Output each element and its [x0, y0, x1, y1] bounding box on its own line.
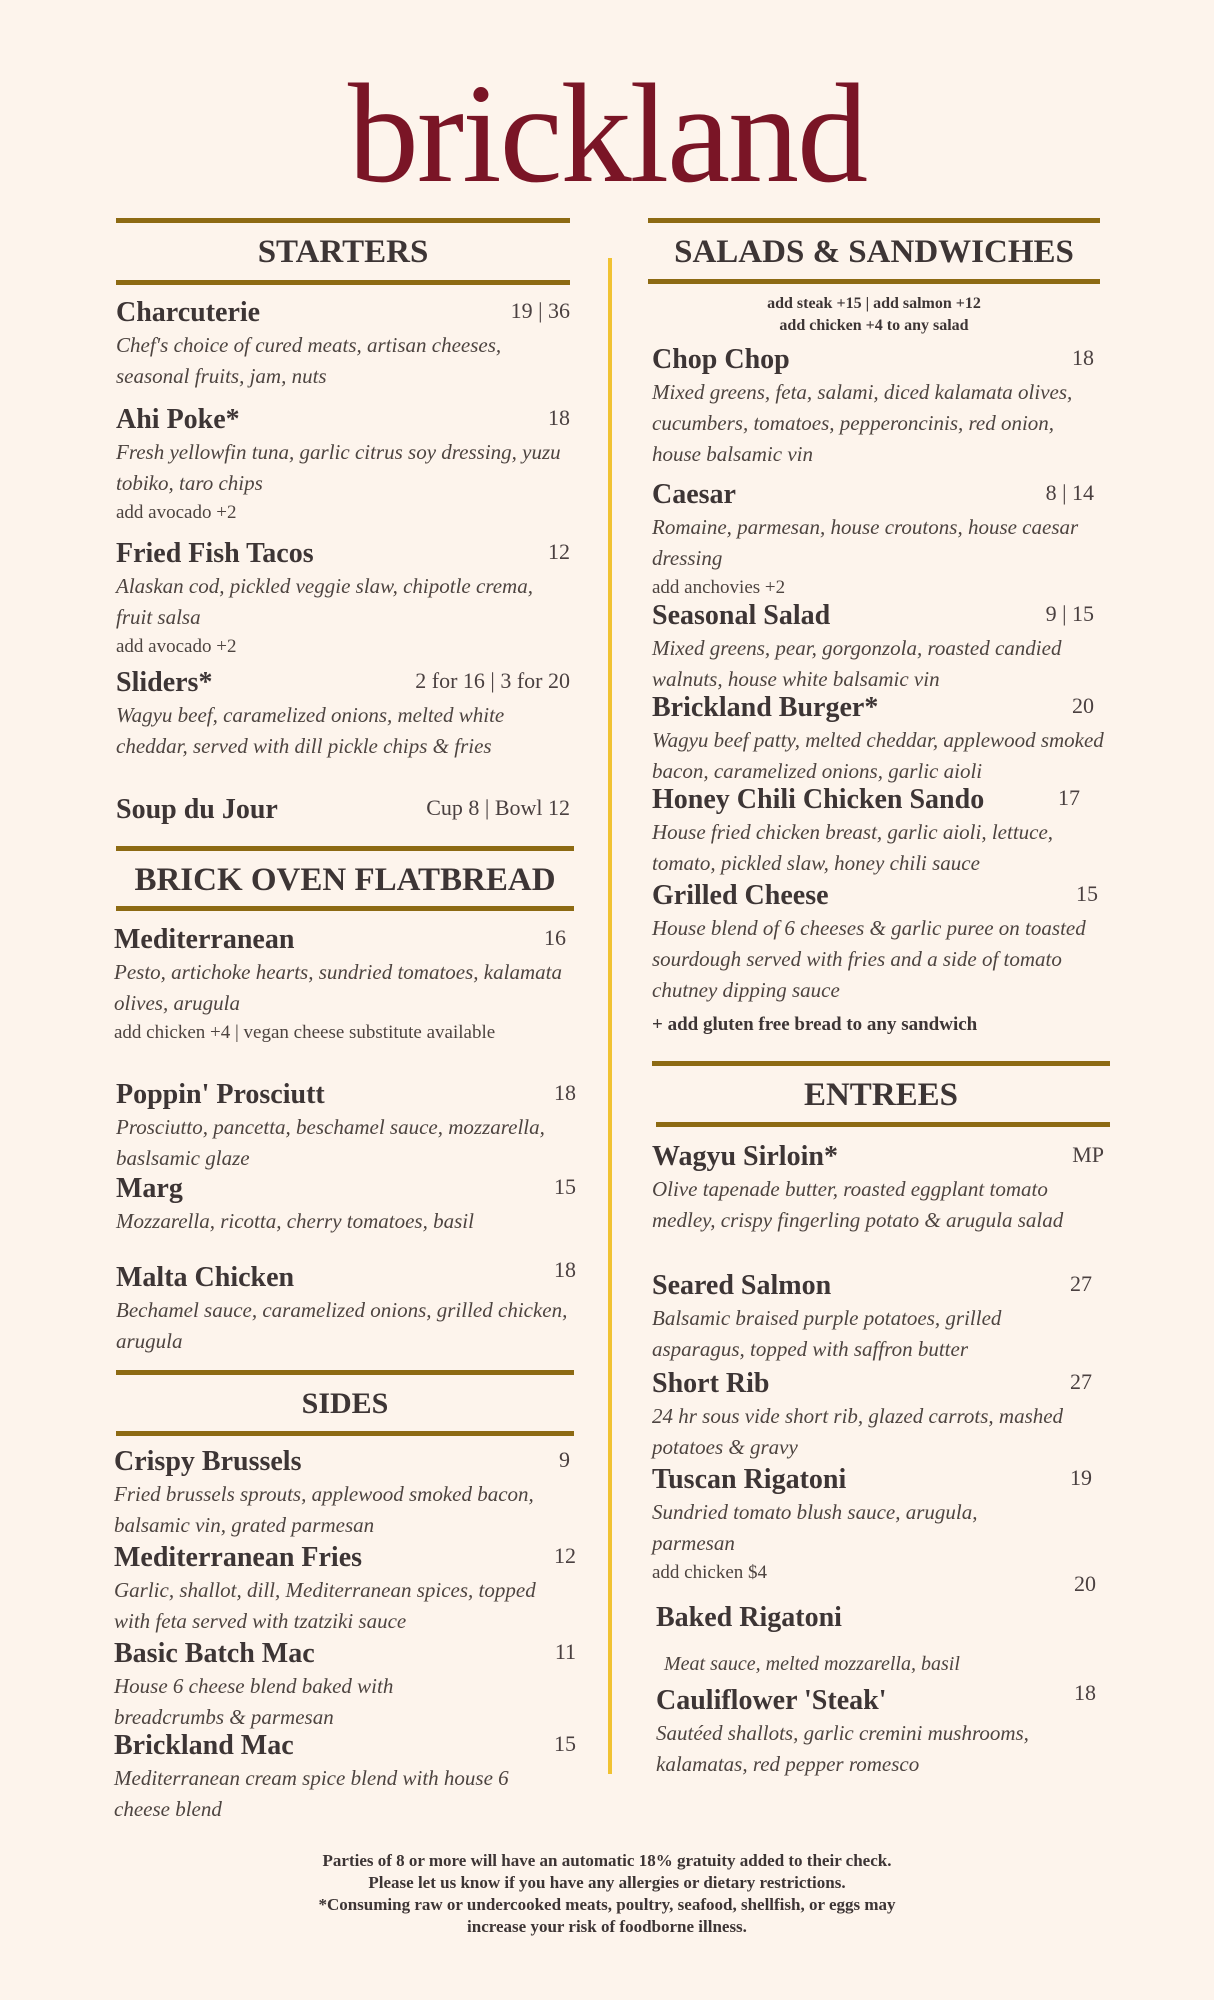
item-price: MP — [1072, 1142, 1104, 1167]
item-name: Seasonal Salad — [652, 600, 831, 631]
item-price: 15 — [554, 1174, 576, 1199]
item-name: Basic Batch Mac — [114, 1638, 315, 1669]
item-description: Alaskan cod, pickled veggie slaw, chipotle crema, fruit salsa — [116, 574, 533, 629]
item-description: House blend of 6 cheeses & garlic puree on toasted sourdough served with fries and a side of tomato chutney dipping sauce — [652, 916, 1086, 1002]
item-description: House fried chicken breast, garlic aioli, lettuce, tomato, pickled slaw, honey chili sauce — [652, 820, 1054, 875]
item-description: Bechamel sauce, caramelized onions, grilled chicken, arugula — [116, 1298, 568, 1353]
item-description: Fresh yellowfin tuna, garlic citrus soy dressing, yuzu tobiko, taro chips — [116, 440, 561, 495]
item-name: Caesar — [652, 479, 736, 510]
footer-line: increase your risk of foodborne illness. — [467, 1917, 747, 1936]
item-description: Sautéed shallots, garlic cremini mushrooms, kalamatas, red pepper romesco — [656, 1721, 1029, 1776]
menu-item — [652, 691, 1104, 787]
item-price: 9 — [559, 1447, 570, 1472]
item-name: Sliders* — [116, 667, 213, 698]
section-title-flatbread: BRICK OVEN FLATBREAD — [134, 862, 556, 898]
item-description: Prosciutto, pancetta, beschamel sauce, mozzarella, baslsamic glaze — [116, 1115, 545, 1170]
menu-item — [114, 1637, 576, 1733]
menu-item — [652, 1367, 1104, 1463]
item-price: 17 — [1058, 785, 1080, 810]
item-price: 2 for 16 | 3 for 20 — [415, 668, 570, 693]
section-rule — [116, 280, 570, 285]
item-description: Romaine, parmesan, house croutons, house caesar dressing — [652, 515, 1079, 570]
item-description: Olive tapenade butter, roasted eggplant tomato medley, crispy fingerling potato & arugula salad — [652, 1177, 1064, 1232]
brand-logo: brickland — [347, 54, 867, 212]
section-rule — [116, 846, 574, 851]
footer-line: Please let us know if you have any allergies or dietary restrictions. — [368, 1873, 846, 1892]
footer-disclaimer — [170, 1850, 1044, 1938]
item-price: 19 | 36 — [510, 298, 570, 323]
menu-item — [652, 1269, 1104, 1365]
item-note: add anchovies +2 — [652, 577, 786, 598]
item-price: 27 — [1070, 1271, 1092, 1296]
item-price: 12 — [554, 1543, 576, 1568]
section-title-entrees: ENTREES — [803, 1077, 959, 1113]
item-price: 19 — [1070, 1465, 1092, 1490]
item-price: 8 | 14 — [1045, 480, 1094, 505]
item-name: Malta Chicken — [116, 1262, 295, 1293]
item-name: Mediterranean — [114, 924, 295, 955]
salad-addons-line: add steak +15 | add salmon +12 — [767, 295, 981, 312]
column-divider — [608, 258, 612, 1774]
item-description: Meat sauce, melted mozzarella, basil — [664, 1653, 960, 1675]
menu-item — [652, 599, 1104, 695]
footer-line: Parties of 8 or more will have an automatic 18% gratuity added to their check. — [322, 1851, 892, 1870]
menu-item — [116, 537, 570, 660]
menu-item — [652, 879, 1112, 1006]
item-description: Pesto, artichoke hearts, sundried tomatoes, kalamata olives, arugula — [114, 960, 562, 1015]
menu-item — [116, 793, 570, 827]
item-name: Fried Fish Tacos — [116, 538, 314, 569]
item-price: 11 — [554, 1639, 576, 1664]
item-name: Ahi Poke* — [116, 404, 240, 435]
item-price: 20 — [1074, 1571, 1096, 1596]
item-name: Baked Rigatoni — [656, 1602, 842, 1633]
item-name: Charcuterie — [116, 297, 261, 328]
item-price: 15 — [554, 1731, 576, 1756]
item-price: 18 — [554, 1257, 576, 1282]
item-name: Mediterranean Fries — [114, 1542, 363, 1573]
section-title-salads: SALADS & SANDWICHES — [674, 234, 1074, 270]
item-name: Marg — [116, 1173, 183, 1204]
item-description: Wagyu beef patty, melted cheddar, applewood smoked bacon, caramelized onions, garlic aioli — [652, 728, 1104, 783]
gluten-free-note: + add gluten free bread to any sandwich — [652, 1014, 978, 1035]
item-name: Grilled Cheese — [652, 880, 829, 911]
menu-item — [114, 923, 566, 1046]
item-name: Tuscan Rigatoni — [652, 1464, 847, 1495]
menu-item — [114, 1445, 570, 1541]
item-description: Chef's choice of cured meats, artisan cheeses, seasonal fruits, jam, nuts — [116, 333, 502, 388]
menu-item — [652, 478, 1104, 601]
item-description: 24 hr sous vide short rib, glazed carrots, mashed potatoes & gravy — [652, 1404, 1064, 1459]
menu-item — [652, 1463, 1104, 1586]
item-price: 18 — [548, 405, 570, 430]
item-price: 18 — [1074, 1680, 1096, 1705]
item-name: Soup du Jour — [116, 794, 278, 825]
item-name: Seared Salmon — [652, 1270, 832, 1301]
menu-item — [114, 1541, 576, 1637]
menu-item — [116, 666, 570, 762]
item-description: Mixed greens, feta, salami, diced kalamata olives, cucumbers, tomatoes, pepperoncinis, red onion, house balsamic vin — [652, 380, 1073, 466]
item-name: Wagyu Sirloin* — [652, 1141, 838, 1172]
section-rule — [656, 1122, 1110, 1127]
salad-addons-line: add chicken +4 to any salad — [779, 317, 969, 334]
menu-item — [116, 1257, 576, 1357]
section-rule — [116, 218, 570, 223]
item-name: Brickland Burger* — [652, 692, 879, 723]
menu-item — [116, 1172, 576, 1237]
section-title-starters: STARTERS — [257, 234, 429, 270]
item-price: 18 — [1072, 345, 1094, 370]
item-price: 20 — [1072, 693, 1094, 718]
item-name: Honey Chili Chicken Sando — [652, 784, 985, 815]
section-rule — [116, 1370, 574, 1375]
item-description: Garlic, shallot, dill, Mediterranean spices, topped with feta served with tzatziki sauce — [114, 1578, 536, 1633]
item-note: add chicken $4 — [652, 1562, 768, 1583]
item-name: Brickland Mac — [114, 1730, 294, 1761]
item-note: add chicken +4 | vegan cheese substitute available — [114, 1022, 496, 1043]
menu-item — [652, 783, 1112, 879]
item-name: Poppin' Prosciutt — [116, 1079, 325, 1110]
section-rule — [648, 218, 1100, 223]
menu-item — [116, 403, 570, 526]
menu-item — [116, 1078, 576, 1174]
item-description: House 6 cheese blend baked with breadcrumbs & parmesan — [114, 1674, 394, 1729]
item-description: Wagyu beef, caramelized onions, melted white cheddar, served with dill pickle chips & fries — [116, 703, 505, 758]
item-price: 18 — [554, 1080, 576, 1105]
salad-addons — [648, 293, 1100, 337]
section-rule — [648, 279, 1100, 284]
menu-item — [656, 1569, 1104, 1680]
item-note: add avocado +2 — [116, 502, 237, 523]
item-description: Balsamic braised purple potatoes, grilled asparagus, topped with saffron butter — [652, 1306, 1002, 1361]
item-description: Fried brussels sprouts, applewood smoked bacon, balsamic vin, grated parmesan — [114, 1482, 534, 1537]
section-rule — [116, 1431, 574, 1436]
item-description: Mediterranean cream spice blend with house 6 cheese blend — [114, 1766, 509, 1821]
item-description: Sundried tomato blush sauce, arugula, parmesan — [652, 1500, 978, 1555]
section-title-sides: SIDES — [301, 1387, 389, 1420]
item-price: 12 — [548, 539, 570, 564]
section-rule — [652, 1061, 1110, 1066]
menu-item — [116, 296, 570, 392]
item-note: add avocado +2 — [116, 636, 237, 657]
item-price: 9 | 15 — [1045, 601, 1094, 626]
item-price: Cup 8 | Bowl 12 — [426, 795, 570, 820]
section-rule — [116, 906, 574, 911]
item-price: 27 — [1070, 1369, 1092, 1394]
menu-item — [656, 1680, 1104, 1780]
item-price: 16 — [544, 925, 566, 950]
menu-item — [652, 1140, 1104, 1236]
item-description: Mozzarella, ricotta, cherry tomatoes, basil — [116, 1209, 474, 1233]
item-description: Mixed greens, pear, gorgonzola, roasted candied walnuts, house white balsamic vin — [652, 636, 1062, 691]
menu-item — [652, 343, 1104, 470]
item-name: Short Rib — [652, 1368, 770, 1399]
menu-item — [114, 1729, 576, 1825]
item-name: Chop Chop — [652, 344, 790, 375]
item-name: Crispy Brussels — [114, 1446, 302, 1477]
footer-line: *Consuming raw or undercooked meats, poultry, seafood, shellfish, or eggs may — [318, 1895, 896, 1914]
item-name: Cauliflower 'Steak' — [656, 1685, 887, 1716]
item-price: 15 — [1076, 881, 1098, 906]
